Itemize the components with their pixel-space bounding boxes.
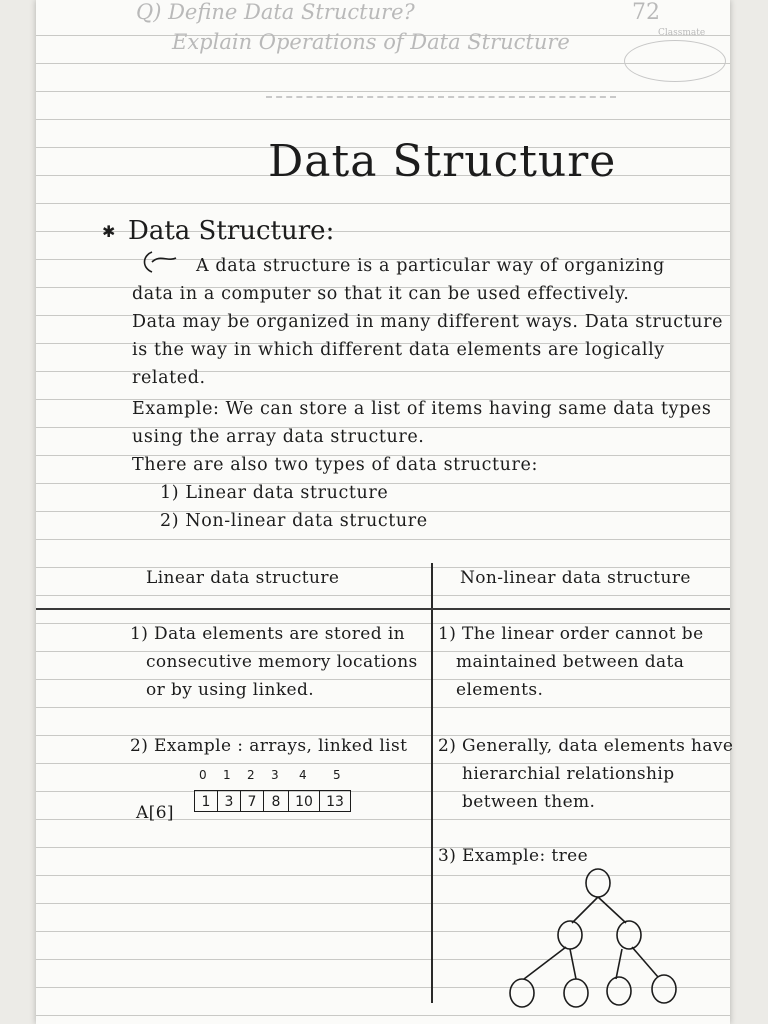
bullet-icon: ✱ bbox=[102, 222, 116, 241]
tree-node bbox=[607, 977, 631, 1005]
right-point-line: elements. bbox=[456, 680, 544, 700]
type-item: 2) Non-linear data structure bbox=[160, 511, 428, 531]
array-cell: 13 bbox=[319, 790, 351, 812]
example-line: Example: We can store a list of items having same data types bbox=[132, 399, 712, 419]
array-index: 0 bbox=[199, 768, 207, 782]
types-intro: There are also two types of data structure: bbox=[132, 455, 538, 475]
column-divider bbox=[431, 563, 433, 1003]
array-cell: 1 bbox=[194, 790, 218, 812]
question-line-2: Explain Operations of Data Structure bbox=[172, 30, 570, 54]
paragraph-line: A data structure is a particular way of organizing bbox=[196, 256, 665, 276]
left-point-line: consecutive memory locations bbox=[146, 652, 418, 672]
array-index: 2 bbox=[247, 768, 255, 782]
array-index: 5 bbox=[333, 768, 341, 782]
section-heading: Data Structure: bbox=[128, 216, 335, 246]
left-point-line: or by using linked. bbox=[146, 680, 315, 700]
paragraph-line: related. bbox=[132, 368, 206, 388]
tree-node bbox=[586, 869, 610, 897]
right-column-header: Non-linear data structure bbox=[460, 568, 691, 588]
array-cell: 3 bbox=[217, 790, 241, 812]
paragraph-line: Data may be organized in many different ways. Data structure bbox=[132, 312, 724, 332]
array-index: 4 bbox=[299, 768, 307, 782]
paragraph-line: data in a computer so that it can be used effectively. bbox=[132, 284, 630, 304]
right-point-line: hierarchial relationship bbox=[462, 764, 675, 784]
page-number: 72 bbox=[632, 0, 660, 25]
right-point-line: 3) Example: tree bbox=[438, 846, 589, 866]
right-point-line: maintained between data bbox=[456, 652, 685, 672]
type-item: 1) Linear data structure bbox=[160, 483, 389, 503]
paragraph-line: is the way in which different data elements are logically bbox=[132, 340, 665, 360]
array-index: 3 bbox=[271, 768, 279, 782]
tree-node bbox=[564, 979, 588, 1007]
header-divider bbox=[36, 608, 730, 610]
array-cell: 8 bbox=[263, 790, 289, 812]
tree-node bbox=[510, 979, 534, 1007]
bracket-mark-icon bbox=[140, 248, 180, 276]
left-point-line: 2) Example : arrays, linked list bbox=[130, 736, 408, 756]
brand-label: Classmate bbox=[658, 28, 706, 38]
example-line: using the array data structure. bbox=[132, 427, 425, 447]
tree-node bbox=[652, 975, 676, 1003]
left-point-line: 1) Data elements are stored in bbox=[130, 624, 406, 644]
array-index: 1 bbox=[223, 768, 231, 782]
right-point-line: 2) Generally, data elements have bbox=[438, 736, 734, 756]
tree-node bbox=[558, 921, 582, 949]
array-cell: 10 bbox=[288, 790, 320, 812]
question-line-1: Q) Define Data Structure? bbox=[136, 0, 415, 24]
left-column-header: Linear data structure bbox=[146, 568, 340, 588]
date-stamp bbox=[624, 40, 726, 82]
array-label: A[6] bbox=[136, 803, 174, 823]
array-cell: 7 bbox=[240, 790, 264, 812]
separator-dashes bbox=[266, 96, 616, 102]
right-point-line: between them. bbox=[462, 792, 596, 812]
tree-diagram bbox=[506, 865, 726, 1015]
notebook-page bbox=[36, 0, 734, 1024]
tree-node bbox=[617, 921, 641, 949]
page-title: Data Structure bbox=[268, 136, 617, 187]
right-point-line: 1) The linear order cannot be bbox=[438, 624, 704, 644]
